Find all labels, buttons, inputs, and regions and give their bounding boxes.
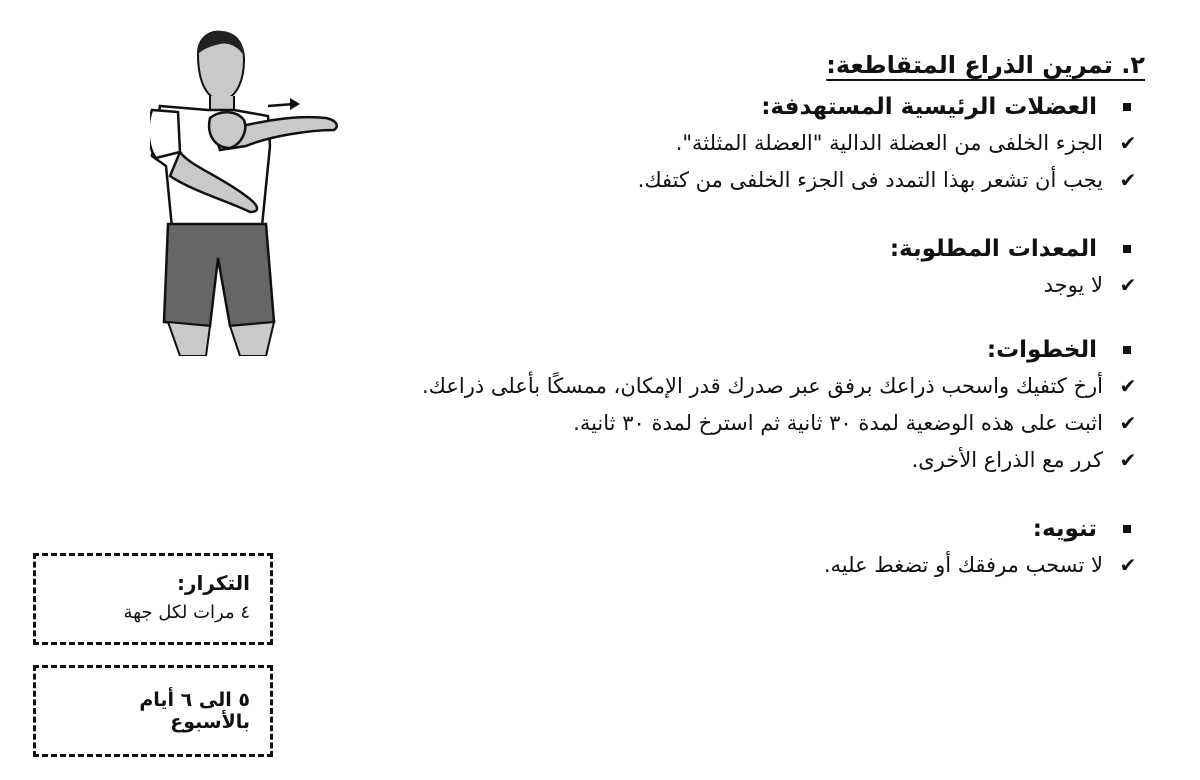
section-heading: تنويه: (1032, 516, 1097, 542)
square-bullet-icon (1123, 103, 1131, 111)
list-item: ✔ لا يوجد (185, 266, 1145, 303)
frequency-box (33, 665, 273, 757)
check-mark-icon: ✔ (1119, 552, 1137, 577)
list-item: ✔ الجزء الخلفى من العضلة الدالية "العضلة المثلثة". (185, 124, 1145, 161)
repetition-label: التكرار: (177, 571, 250, 595)
check-mark-icon: ✔ (1119, 130, 1137, 155)
repetition-box (33, 553, 273, 645)
section-target-muscles (185, 90, 1145, 198)
section-heading: العضلات الرئيسية المستهدفة: (761, 94, 1097, 120)
check-mark-icon: ✔ (1119, 410, 1137, 435)
check-mark-icon: ✔ (1119, 272, 1137, 297)
check-mark-icon: ✔ (1119, 167, 1137, 192)
square-bullet-icon (1123, 346, 1131, 354)
list-item: ✔ كرر مع الذراع الأخرى. (185, 441, 1145, 478)
section-note (185, 512, 1145, 583)
section-equipment (185, 232, 1145, 303)
section-heading: المعدات المطلوبة: (889, 236, 1097, 262)
square-bullet-icon (1123, 525, 1131, 533)
square-bullet-icon (1123, 245, 1131, 253)
exercise-title: ٢. تمرين الذراع المتقاطعة: (826, 51, 1145, 79)
section-heading: الخطوات: (986, 337, 1097, 363)
frequency-value: ٥ الى ٦ أيام بالأسبوع (139, 689, 250, 733)
list-item: ✔ يجب أن تشعر بهذا التمدد فى الجزء الخلفى من كتفك. (185, 161, 1145, 198)
list-item: ✔ اثبت على هذه الوضعية لمدة ٣٠ ثانية ثم استرخ لمدة ٣٠ ثانية. (185, 404, 1145, 441)
section-steps (185, 333, 1145, 478)
repetition-value: ٤ مرات لكل جهة (123, 602, 250, 623)
check-mark-icon: ✔ (1119, 373, 1137, 398)
list-item: ✔ أرخ كتفيك واسحب ذراعك برفق عبر صدرك قدر الإمكان، ممسكًا بأعلى ذراعك. (185, 367, 1145, 404)
exercise-content (185, 48, 1145, 583)
check-mark-icon: ✔ (1119, 447, 1137, 472)
list-item: ✔ لا تسحب مرفقك أو تضغط عليه. (185, 546, 1145, 583)
